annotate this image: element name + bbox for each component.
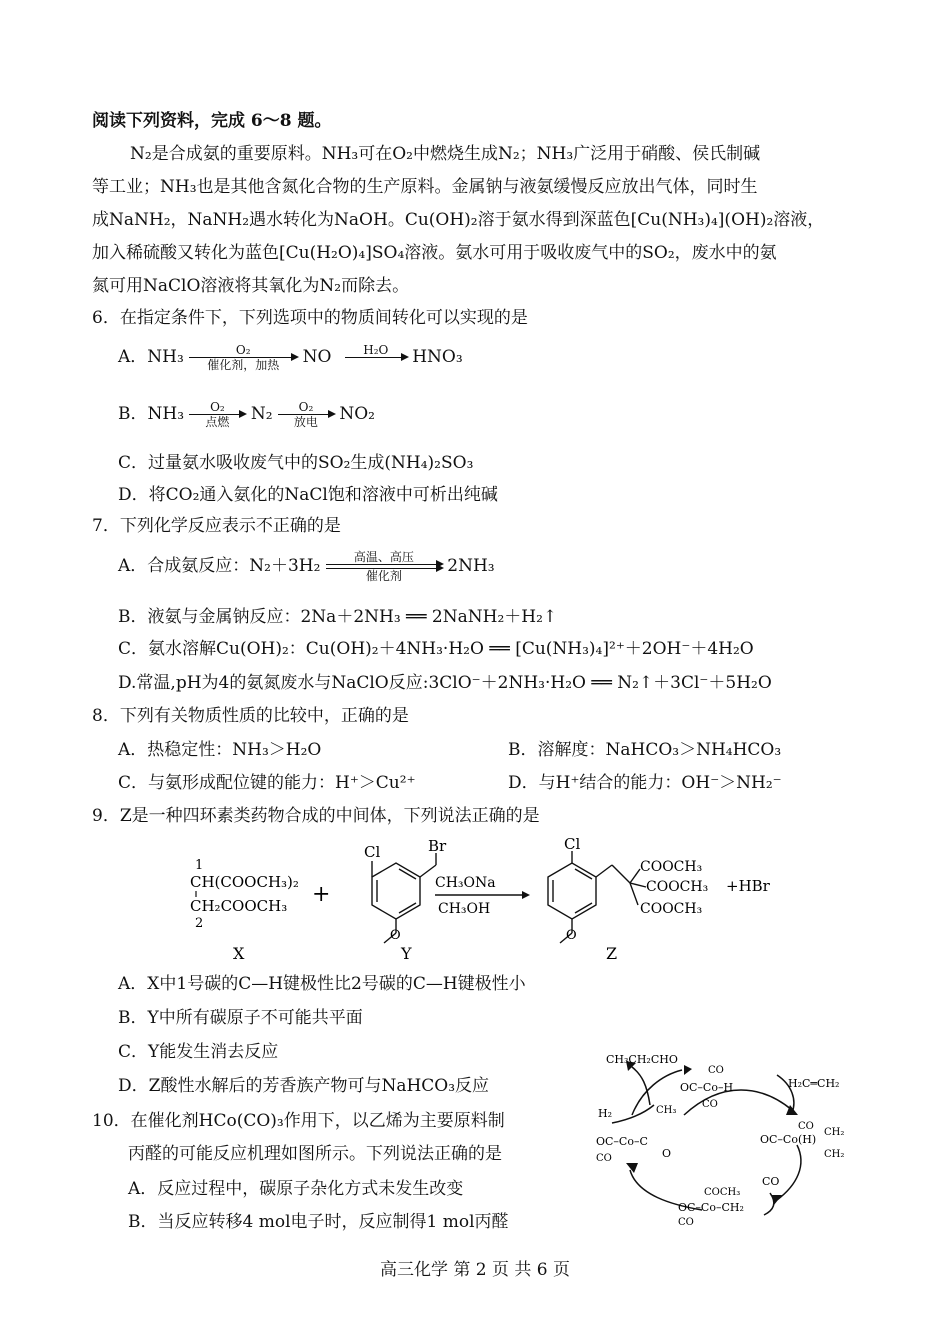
left-complex: OC–Co–C — [596, 1135, 648, 1148]
z-label: Z — [606, 944, 618, 963]
bottom-coch3: COCH₃ — [704, 1187, 741, 1198]
intro-paragraph-line: N₂是合成氨的重要原料。NH₃可在O₂中燃烧生成N₂；NH₃广泛用于硝酸、侯氏制碱 — [130, 144, 761, 164]
x-carbon-2: 2 — [195, 916, 204, 931]
question-8-stem: 8．下列有关物质性质的比较中，正确的是 — [92, 706, 409, 726]
reaction-arrow: H₂O — [345, 343, 407, 372]
x-label: X — [233, 944, 245, 963]
right-ch2-bottom: CH₂ — [824, 1149, 845, 1160]
y-bromine: Br — [428, 837, 447, 855]
x-line-1: CH(COOCH₃)₂ — [190, 873, 299, 891]
right-complex: OC–Co(H) — [760, 1133, 817, 1146]
reaction-arrow: O₂ 放电 — [278, 400, 334, 429]
y-oxygen: O — [390, 928, 401, 943]
page-footer: 高三化学 第 2 页 共 6 页 — [379, 1260, 571, 1280]
x-carbon-1: 1 — [195, 858, 204, 873]
co-entry-label: CO — [762, 1175, 780, 1188]
cycle-arc-right — [777, 1145, 801, 1200]
reagent-bottom: CH₃OH — [438, 901, 491, 917]
intro-paragraph-line: 成NaNH₂，NaNH₂遇水转化为NaOH。Cu(OH)₂溶于氨水得到深蓝色[Cu(NH₃)₄](OH)₂溶液， — [92, 210, 825, 230]
z-chlorine: Cl — [564, 835, 581, 853]
intro-paragraph-line: 等工业；NH₃也是其他含氮化合物的生产原料。金属钠与液氨缓慢反应放出气体，同时生 — [92, 177, 758, 197]
q9-reaction-scheme — [90, 835, 910, 970]
q6-option-d: D．将CO₂通入氨化的NaCl饱和溶液中可析出纯碱 — [118, 485, 498, 505]
top-co-label: CO — [708, 1065, 724, 1076]
plus-sign: + — [312, 882, 331, 907]
q9-option-b: B．Y中所有碳原子不可能共平面 — [118, 1008, 363, 1028]
left-oxygen: O — [662, 1147, 672, 1160]
z-ester-1: COOCH₃ — [640, 859, 703, 875]
question-10-stem-line-1: 10．在催化剂HCo(CO)₃作用下，以乙烯为主要原料制 — [92, 1111, 505, 1131]
y-structure — [372, 853, 436, 943]
product-label: CH₃CH₂CHO — [606, 1053, 678, 1066]
intro-paragraph-line: 氮可用NaClO溶液将其氧化为N₂而除去。 — [92, 276, 410, 296]
q8-option-a: A．热稳定性：NH₃＞H₂O — [118, 740, 322, 760]
z-ester-3: COOCH₃ — [640, 901, 703, 917]
q9-option-d: D．Z酸性水解后的芳香族产物可与NaHCO₃反应 — [118, 1076, 490, 1096]
y-chlorine: Cl — [364, 843, 381, 861]
intro-heading: 阅读下列资料，完成 6～8 题。 — [92, 111, 332, 131]
q7-option-c: C．氨水溶解Cu(OH)₂：Cu(OH)₂＋4NH₃·H₂O ══ [Cu(NH₃)₄]²⁺＋2OH⁻＋4H₂O — [118, 639, 754, 659]
intro-paragraph-line: 加入稀硫酸又转化为蓝色[Cu(H₂O)₄]SO₄溶液。氨水可用于吸收废气中的SO₂，废水中的氨 — [92, 243, 777, 263]
catalytic-cycle-diagram — [592, 1045, 857, 1235]
bottom-complex: OC–Co–CH₂ — [678, 1201, 744, 1214]
q6-option-a: A．NH₃ O₂ 催化剂，加热 NO H₂O HNO₃ — [118, 343, 463, 372]
question-9-stem: 9．Z是一种四环素类药物合成的中间体，下列说法正确的是 — [92, 806, 540, 826]
q6-option-b: B．NH₃ O₂ 点燃 N₂ O₂ 放电 NO₂ — [118, 400, 375, 429]
reagent-top: CH₃ONa — [435, 875, 496, 891]
q9-option-a: A．X中1号碳的C—H键极性比2号碳的C—H键极性小 — [118, 974, 526, 994]
q10-option-b: B．当反应转移4 mol电子时，反应制得1 mol丙醛 — [128, 1212, 509, 1232]
q6-option-c: C．过量氨水吸收废气中的SO₂生成(NH₄)₂SO₃ — [118, 453, 474, 473]
bottom-co-label: CO — [678, 1217, 694, 1228]
q10-option-a: A．反应过程中，碳原子杂化方式未发生改变 — [128, 1179, 464, 1199]
left-co-label: CO — [596, 1153, 612, 1164]
q7-option-a: A．合成氨反应：N₂＋3H₂ 高温、高压 催化剂 2NH₃ — [118, 550, 495, 583]
question-7-stem: 7．下列化学反应表示不正确的是 — [92, 516, 341, 536]
top-co-label-2: CO — [702, 1099, 718, 1110]
q7-option-d: D.常温,pH为4的氨氮废水与NaClO反应:3ClO⁻＋2NH₃·H₂O ══ N₂↑＋3Cl⁻＋5H₂O — [118, 673, 772, 693]
q8-option-d: D．与H⁺结合的能力：OH⁻＞NH₂⁻ — [508, 773, 782, 793]
z-structure — [548, 851, 646, 943]
reaction-arrow: O₂ 催化剂，加热 — [189, 343, 297, 372]
left-ch3: CH₃ — [656, 1105, 677, 1116]
y-label: Y — [401, 944, 412, 963]
question-10-stem-line-2: 丙醛的可能反应机理如图所示。下列说法正确的是 — [128, 1144, 502, 1164]
question-6-stem: 6．在指定条件下，下列选项中的物质间转化可以实现的是 — [92, 308, 528, 328]
z-ester-2: COOCH₃ — [646, 879, 709, 895]
ethylene-label: H₂C═CH₂ — [788, 1077, 840, 1090]
q7-option-b: B．液氨与金属钠反应：2Na＋2NH₃ ══ 2NaNH₂＋H₂↑ — [118, 607, 558, 627]
q9-option-c: C．Y能发生消去反应 — [118, 1042, 279, 1062]
right-ch2-top: CH₂ — [824, 1127, 845, 1138]
reaction-arrow: O₂ 点燃 — [189, 400, 245, 429]
equilibrium-arrow: 高温、高压 催化剂 — [326, 550, 442, 583]
right-co-label: CO — [798, 1121, 814, 1132]
z-hbr: +HBr — [726, 877, 770, 895]
q8-option-c: C．与氨形成配位键的能力：H⁺＞Cu²⁺ — [118, 773, 416, 793]
q8-option-b: B．溶解度：NaHCO₃＞NH₄HCO₃ — [508, 740, 782, 760]
h2-label: H₂ — [598, 1107, 613, 1120]
x-line-2: CH₂COOCH₃ — [190, 897, 288, 915]
z-oxygen: O — [566, 928, 577, 943]
top-complex: OC–Co–H — [680, 1081, 734, 1094]
